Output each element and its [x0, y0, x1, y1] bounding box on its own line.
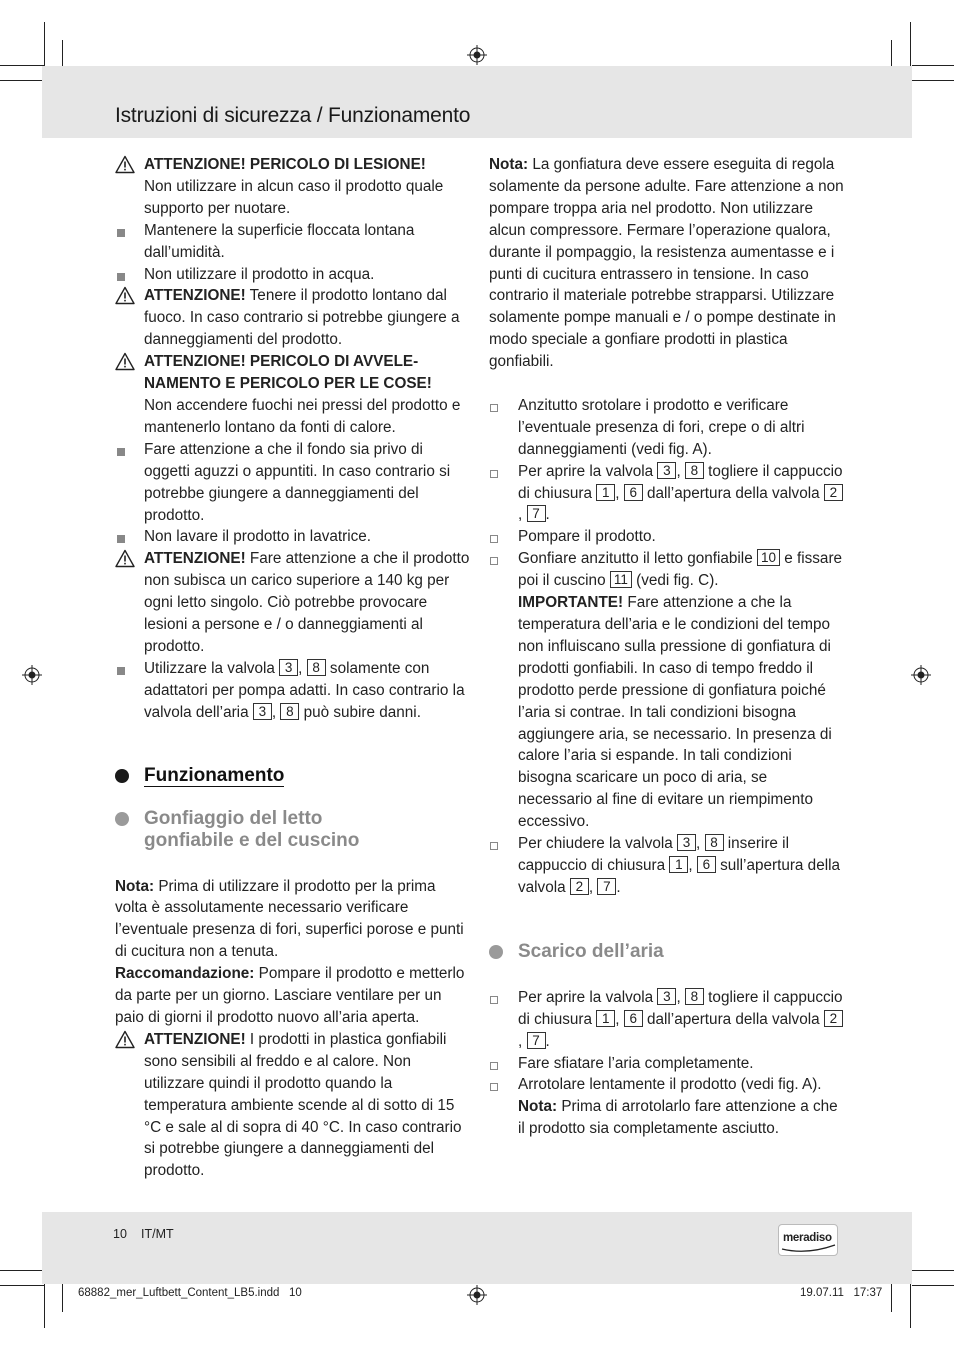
bullet-item — [115, 526, 470, 548]
bullet-dot-icon — [115, 769, 129, 783]
note-label: Nota: — [115, 877, 155, 895]
note-paragraph — [489, 154, 844, 373]
bullet-item — [115, 220, 470, 264]
note-text: Prima di utilizzare il prodotto per la prima volta è assolutamente necessario verificare l’eventuale presenza di fori, superfici porose e punti di cucitura non a tenuta. — [115, 877, 464, 961]
registration-mark-icon — [467, 1285, 487, 1305]
step-item: Per aprire la valvola 3 , 8 togliere il cappuccio di chiusura 1 , 6 dall’apertura della valvola 2, 7 . — [489, 461, 844, 527]
note-paragraph — [115, 876, 470, 964]
part-number-box: 8 — [280, 703, 299, 720]
part-number-box: 6 — [624, 1010, 643, 1027]
part-number-box: 8 — [705, 834, 724, 851]
warning-title: ATTENZIONE! PERICOLO DI AVVELE- — [144, 353, 419, 371]
warning-title: ATTENZIONE! — [144, 287, 246, 305]
crop-mark — [0, 1285, 44, 1286]
crop-mark — [912, 1285, 954, 1286]
crop-mark — [912, 1270, 954, 1271]
part-number-box: 3 — [677, 834, 696, 851]
crop-mark — [0, 1270, 44, 1271]
warning-text: I prodotti in plastica gonfiabili sono sensibili al freddo e al calore. Non utilizzare quindi il prodotto quando la temperatura ambiente scende al di sotto di 15 °C e sale al di sopra di 40 °C. In caso contrario si potrebbe giungere a danneggiamenti del prodotto. — [144, 1030, 462, 1180]
part-number-box: 8 — [685, 988, 704, 1005]
checkbox-bullet-icon — [490, 996, 498, 1004]
warning-triangle-icon — [115, 286, 135, 305]
important-label: IMPORTANTE! — [518, 594, 624, 612]
crop-mark — [912, 80, 954, 81]
page-number: 10 — [113, 1227, 127, 1241]
step-item: Per aprire la valvola 3 , 8 togliere il cappuccio di chiusura 1 , 6 dall’apertura della valvola 2, 7 . — [489, 987, 844, 1053]
step-item — [489, 526, 844, 548]
logo-text: meradiso — [783, 1232, 832, 1244]
checkbox-bullet-icon — [490, 470, 498, 478]
checkbox-bullet-icon — [490, 535, 498, 543]
warning-item — [115, 351, 470, 439]
section-heading-text: Funzionamento — [144, 764, 285, 786]
crop-mark — [910, 22, 911, 68]
step-item — [489, 395, 844, 461]
checkbox-bullet-icon — [490, 404, 498, 412]
step-item — [489, 548, 844, 833]
part-number-box: 1 — [596, 1010, 615, 1027]
recommendation-text: Pompare il prodotto e metterlo da parte per un giorno. Lasciare ventilare per un paio di giorni il prodotto nuovo all’aria aperta. — [115, 965, 465, 1026]
separator: , — [271, 703, 281, 721]
crop-mark — [891, 40, 892, 68]
step-text: sull’apertura della valvola — [518, 856, 841, 896]
warning-text: Tenere il prodotto lontano dal fuoco. In caso contrario si potrebbe giungere a danneggiamenti del prodotto. — [144, 287, 460, 349]
warning-item — [115, 154, 470, 220]
step-text: dall’apertura della valvola — [642, 1010, 824, 1028]
separator: , — [298, 659, 307, 677]
crop-mark — [912, 65, 954, 66]
bullet-text: Utilizzare la valvola — [144, 659, 280, 677]
warning-triangle-icon — [115, 352, 135, 371]
brand-logo — [778, 1224, 838, 1256]
step-text: togliere il cappuccio di chiusura — [518, 462, 843, 502]
step-text: togliere il cappuccio di chiusura — [518, 988, 843, 1028]
subsection-heading-text: gonfiabile e del cuscino — [144, 829, 360, 851]
slug-date: 19.07.11 17:37 — [800, 1287, 883, 1299]
step-text: Arrotolare lentamente il prodotto (vedi fig. A). — [518, 1076, 822, 1094]
part-number-box: 3 — [657, 988, 676, 1005]
language-code: IT/MT — [141, 1227, 174, 1241]
step-item — [489, 1074, 844, 1140]
crop-mark — [0, 65, 44, 66]
step-text: inserire il cappuccio di chiusura — [518, 835, 789, 874]
crop-mark — [891, 1284, 892, 1312]
step-text: Anzitutto srotolare i prodotto e verificare l’eventuale presenza di fori, crepe o di altri danneggiamenti (vedi fig. A). — [518, 396, 805, 458]
part-number-box: 6 — [624, 484, 643, 501]
square-bullet-icon — [117, 229, 125, 237]
part-number-box: 1 — [596, 484, 615, 501]
part-number-box: 1 — [669, 856, 688, 873]
part-number-box: 10 — [757, 549, 780, 566]
warning-text: Fare attenzione a che il prodotto non subisca un carico superiore a 140 kg per ogni letto singolo. Ciò potrebbe provocare lesioni a persone e / o danneggiamenti al prodotto. — [144, 550, 470, 655]
part-number-box: 8 — [685, 462, 704, 479]
warning-triangle-icon — [115, 1030, 135, 1049]
note-text: La gonfiatura deve essere eseguita di regola solamente da persone adulte. Fare attenzione a non pompare troppa aria nel prodotto. Non utilizzare alcun compressore. Fermare l’operazione qualora, durante il pompaggio, la resistenza aumentasse e i punti di cucitura entrassero in tensione. In caso contrario il materiale potrebbe strapparsi. Utilizzare solamente pompe manuali e / o pompe destinate in modo speciale a gonfiare prodotti in plastica gonfiabili. — [489, 156, 844, 371]
recommendation-label: Raccomandazione: — [115, 965, 255, 983]
step-text: Per aprire la valvola — [518, 988, 658, 1006]
part-number-box: 7 — [527, 1032, 546, 1049]
subsection-heading — [489, 941, 844, 963]
crop-mark — [62, 1284, 63, 1312]
square-bullet-icon — [117, 448, 125, 456]
part-number-box: 2 — [570, 878, 589, 895]
subsection-heading — [115, 808, 470, 852]
square-bullet-icon — [117, 273, 125, 281]
note-text: Prima di arrotolarlo fare attenzione a che il prodotto sia completamente asciutto. — [518, 1098, 838, 1138]
slug-filename: 68882_mer_Luftbett_Content_LB5.indd 10 — [78, 1287, 302, 1299]
warning-title: NAMENTO E PERICOLO PER LE COSE! — [144, 375, 432, 393]
checkbox-bullet-icon — [490, 1083, 498, 1091]
step-text: e fissare poi il cuscino — [518, 550, 843, 590]
subsection-heading-text: Gonfiaggio del letto — [144, 807, 323, 829]
step-text: dall’apertura della valvola — [642, 484, 824, 502]
part-number-box: 7 — [527, 505, 546, 522]
part-number-box: 2 — [824, 484, 843, 501]
bullet-dot-icon — [115, 812, 129, 826]
important-text: Fare attenzione a che la temperatura dell’aria e le condizioni del tempo non influiscano sulla pressione di gonfiatura di prodotti gonfiabili. In caso di tempo freddo il prodotto perde pressione di gonfiatura poiché l’aria si contrae. In tali condizioni bisogna aggiungere aria, se necessario. In presenza di calore l’aria si espande. In tali condizioni bisogna scaricare un poco di aria, se necessario al fine di evitare un riempimento eccessivo. — [518, 594, 832, 831]
step-text: Per aprire la valvola — [518, 462, 658, 480]
bullet-item — [115, 439, 470, 527]
recommendation-paragraph — [115, 963, 470, 1029]
square-bullet-icon — [117, 667, 125, 675]
checkbox-bullet-icon — [490, 557, 498, 565]
step-text: Gonfiare anzitutto il letto gonfiabile — [518, 550, 757, 568]
warning-title: ATTENZIONE! PERICOLO DI LESIONE! — [144, 156, 426, 173]
crop-mark — [0, 80, 44, 81]
part-number-box: 2 — [824, 1010, 843, 1027]
part-number-box: 7 — [597, 878, 616, 895]
bullet-text: Non utilizzare il prodotto in acqua. — [144, 265, 375, 283]
part-number-box: 6 — [697, 856, 716, 873]
step-text: (vedi fig. C). — [631, 572, 719, 590]
warning-item — [115, 1029, 470, 1182]
square-bullet-icon — [117, 535, 125, 543]
subsection-heading-text: Scarico dell’aria — [518, 940, 664, 962]
part-number-box: 3 — [279, 659, 298, 676]
bullet-text: può subire danni. — [299, 703, 421, 721]
part-number-box: 3 — [657, 462, 676, 479]
step-item: Per chiudere la valvola 3 , 8 inserire il cappuccio di chiusura 1 , 6 sull’apertura della valvola 2 , 7 . — [489, 833, 844, 899]
step-text: Pompare il prodotto. — [518, 528, 656, 546]
bullet-item — [115, 264, 470, 286]
part-number-box: 3 — [253, 703, 272, 720]
crop-mark — [62, 40, 63, 68]
bullet-text: Fare attenzione a che il fondo sia privo di oggetti aguzzi o appuntiti. In caso contrario si potrebbe giungere a danneggiamenti del prodotto. — [144, 440, 451, 524]
warning-title: ATTENZIONE! — [144, 550, 246, 568]
bullet-item — [115, 658, 470, 724]
bullet-text: Non lavare il prodotto in lavatrice. — [144, 528, 372, 546]
page-title: Istruzioni di sicurezza / Funzionamento — [115, 104, 471, 127]
checkbox-bullet-icon — [490, 1062, 498, 1070]
note-label: Nota: — [489, 156, 529, 173]
left-column — [115, 154, 470, 1182]
crop-mark — [44, 22, 45, 68]
crop-mark — [44, 1284, 45, 1328]
warning-text: Non accendere fuochi nei pressi del prodotto e mantenerlo lontano da fonti di calore. — [144, 396, 461, 436]
warning-text: Non utilizzare in alcun caso il prodotto quale supporto per nuotare. — [144, 177, 444, 217]
bullet-dot-icon — [489, 945, 503, 959]
registration-mark-icon — [911, 665, 931, 685]
step-text: Per chiudere la valvola — [518, 835, 678, 853]
registration-mark-icon — [22, 665, 42, 685]
part-number-box: 11 — [610, 571, 632, 588]
bullet-text: solamente con adattatori per pompa adatti. In caso contrario la valvola dell’aria — [144, 659, 465, 721]
step-text: Fare sfiatare l’aria completamente. — [518, 1054, 754, 1072]
bullet-text: Mantenere la superficie floccata lontana dall’umidità. — [144, 221, 415, 261]
warning-item — [115, 548, 470, 658]
part-number-box: 8 — [307, 659, 326, 676]
right-column — [489, 154, 844, 1140]
warning-triangle-icon — [115, 549, 135, 568]
section-heading — [115, 765, 470, 787]
note-label: Nota: — [518, 1098, 558, 1116]
warning-triangle-icon — [115, 155, 135, 174]
registration-mark-icon — [467, 45, 487, 65]
checkbox-bullet-icon — [490, 842, 498, 850]
warning-title: ATTENZIONE! — [144, 1030, 246, 1048]
crop-mark — [910, 1284, 911, 1328]
warning-item — [115, 285, 470, 351]
step-item — [489, 1053, 844, 1075]
